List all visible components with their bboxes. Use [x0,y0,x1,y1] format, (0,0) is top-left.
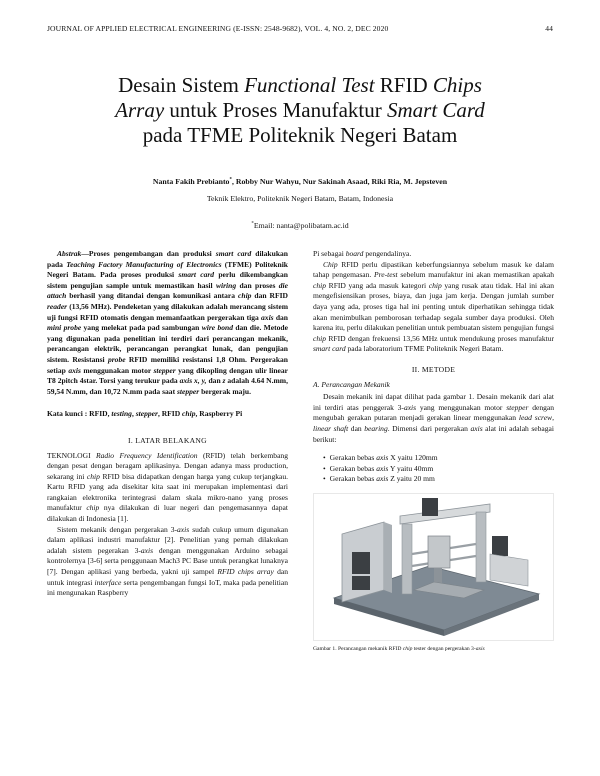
body-text: RFID perlu dipastikan keberfungsiannya sebelum masuk ke dalam tahap pengemasan. [313,259,554,280]
bullet-list [323,453,554,485]
abstract-label: Abstrak [57,249,82,258]
title-text: Array [115,98,165,122]
caption-text: chip [402,645,413,652]
caption-text: tester dengan pergerakan 3- [412,645,476,652]
body-text: axis [140,545,154,555]
body-text: chip [313,280,326,290]
body-text: Chip [323,259,338,269]
right-column [313,249,554,653]
list-text: Gerakan bebas [329,474,377,484]
body-text: yang menggunakan motor [416,402,507,412]
abstract-text: menggunakan motor [80,365,154,375]
body-text: board [345,249,364,258]
abstract-text: smart card [178,270,215,280]
list-text: axis [376,463,389,473]
affiliation: Teknik Elektro, Politeknik Negeri Batam, Batam, Indonesia [206,194,394,203]
abstract-text: axis [261,312,274,322]
paper-title [40,73,560,148]
subsection-heading: A. Perancangan Mekanik [313,379,390,389]
abstract-text: reader [47,301,68,311]
abstract-text: berhasil yang ditandai dengan komunikasi antara [66,291,239,301]
keyword-text: , Raspberry Pi [195,409,243,419]
abstract-text: z [222,376,226,386]
abstract-text: dan proses [236,280,279,290]
keyword-text: Kata kunci : RFID, [47,409,112,419]
paragraph [313,249,554,260]
abstract-text: (13,56 MHz). Pendeketan yang dilakukan adalah merancang sistem uji fungsi RFID otomatis dengan memanfaatkan pergerakan tiga [47,301,288,322]
title-text: RFID [374,73,433,97]
abstract-text: dan die. Metode yang digunakan pada penelitian ini terdiri dari perancangan mekanik, perancangan elektrik, perancangan perangkat lunak, dan pengujian sistem. Resistansi [47,323,288,364]
section-heading-latar-belakang: I. LATAR BELAKANG [128,435,207,445]
title-text: Smart Card [386,98,485,122]
abstract-text: axis [68,365,81,375]
list-text: Z yaitu 20 mm [388,474,435,484]
caption-text: axis [475,645,485,652]
keywords [47,409,288,420]
body-text: TEKNOLOGI [47,450,97,460]
abstract [47,249,288,397]
body-text: interface [94,577,122,587]
body-text: chip [86,503,100,513]
body-text: Pi sebagai [313,249,346,258]
keyword-text: chip [182,409,196,419]
abstract-text: perlu dikembangkan sistem pengujian sample untuk memastikan hasil [47,270,288,290]
body-text: yang rusak atau tidak. Hal ini akan mengefisiensikan proses, biaya, dan juga jam kerja. Dengan jumlah sumber daya yang ada, proses tiga hal ini penting untuk diperhatikan sehingga tidak akan menimbulkan pemborosan terhadap segala sumber daya produksi. Oleh karena itu, perlu dilakukan penelitian untuk pembuatan sistem pengujian fungsi [313,280,554,333]
cad-render-image [314,494,553,640]
body-text: axis [403,402,417,412]
abstract-text: chip [238,291,252,301]
author-names: , Robby Nur Wahyu, Nur Sakinah Asaad, Riki Ria, M. Jepsteven [231,177,448,186]
caption-text: Gambar 1. Perancangan mekanik RFID [313,645,403,652]
abstract-text: probe [107,354,126,364]
list-item [323,474,554,485]
title-text: Chips [432,73,482,97]
author-list [40,177,560,186]
list-text: axis [376,453,389,463]
abstract-text: die attach [47,280,288,301]
keyword-text: , RFID [157,409,183,419]
keyword-text: stepper [135,409,158,419]
author-name: Nanta Fakih Prebianto [152,177,230,186]
body-text: axis [470,423,483,433]
abstract-text: Teaching Factory Manufacturing of Electronics [66,259,222,269]
journal-title: JOURNAL OF APPLIED ELECTRICAL ENGINEERING (E-ISSN: 2548-9682), VOL. 4, NO. 2, DEC 2020 [47,24,389,33]
abstract-text: —Proses pengembangan dan produksi [81,249,216,258]
body-text: dan untuk integrasi [47,567,288,587]
title-text: untuk Proses Manufaktur [164,98,387,122]
body-text: Desain mekanik ini dapat dilihat pada gambar 1. Desain mekanik dari alat ini terdiri atas penggerak 3- [313,392,554,412]
body-text: . Dimensi dari pergerakan [387,423,471,433]
body-text: serta pengembangan fungsi IoT, maka pada penelitian ini mengunakan Raspberry [47,577,289,598]
left-column [47,249,288,599]
abstract-text: dilakukan pada [47,249,288,269]
body-text: RFID yang ada masuk kategori [326,280,429,290]
abstract-text: yang dikopling dengan ulir linear T8 2pitch 4star. Torsi yang terukur pada [47,365,288,386]
list-item [323,453,554,464]
body-text: smart card [313,344,346,354]
list-text: axis [376,474,389,484]
paragraph [47,451,288,525]
body-text: chip [428,280,442,290]
corresponding-mark: * [251,221,254,227]
body-text: sebelum manufaktur ini akan memastikan apakah [397,270,554,280]
abstract-text: dan [206,376,223,386]
abstract-text: dan RFID [251,291,288,301]
corresponding-mark: * [229,177,232,183]
body-text: stepper [506,402,529,412]
body-text: RFID dengan frekuensi 13,56 MHz untuk mendukung proses manufaktur [326,333,554,343]
body-text: dengan menggunakan Arduino sebagai kontrolernya [3-6] serta penggunaan Mach3 PC Base untuk perangkat lunaknya [7]. Dengan aplikasi yang berbeda, yakni uji sampel [47,545,288,577]
list-text: Gerakan bebas [329,453,377,463]
abstract-text: yang melekat pada pad sambungan [81,323,202,333]
email-address[interactable]: Email: nanta@polibatam.ac.id [253,221,349,230]
title-text: pada TFME Politeknik Negeri Batam [142,123,458,147]
figure-caption [313,645,554,653]
email-line [40,221,560,230]
body-text: Radio Frequency Identification [96,450,198,460]
abstract-text: wire bond [201,323,233,333]
body-text: pada laboratorium TFME Politeknik Negeri Batam. [345,344,504,354]
body-text: linear shaft [313,423,349,433]
body-text: sudah cukup umum digunakan dalam aplikasi industri manufaktur [2]. Penelitian yang pernah dilakukan adalah sistem pegerakan 3- [47,524,289,555]
body-text: RFID chips array [217,567,274,577]
body-text: Pre-test [374,270,398,280]
abstract-text: stepper [153,365,176,375]
list-text: Gerakan bebas [329,463,377,473]
body-text: bearing [364,423,388,433]
abstract-text: axis x, y, [179,376,207,386]
paragraph [313,392,554,445]
abstract-text: bergerak maju. [199,386,251,396]
section-heading-metode: II. METODE [411,364,456,374]
body-text: RFID bisa didapatkan dengan harga yang cukup terjangkau. Kartu RFID yang ada disekitar kita saat ini merupakan implementasi dari rangkaian elektronika terintegrasi dalam skala mikro-nano yang proses manufaktur [47,471,288,513]
abstract-text: stepper [176,386,200,396]
list-text: X yaitu 120mm [388,453,438,463]
paragraph [313,260,554,355]
title-text: Desain Sistem [118,73,245,97]
keyword-text: testing [111,409,132,419]
abstract-text: smart card [215,249,252,258]
body-text: , [552,413,554,423]
body-text: nya dilakukan di luar negeri dan pengemasannya dapat dilakukan di Indonesia [1]. [47,503,288,524]
body-text: chip [313,333,326,343]
running-header [47,24,553,33]
body-text: Sistem mekanik dengan pergerakan 3- [57,524,178,534]
list-text: Y yaitu 40mm [388,463,434,473]
keyword-text: , [131,409,136,419]
page-number: 44 [545,24,553,33]
abstract-text: RFID memiliki resistansi 1,8 Ohm. Pergerakan setiap [47,354,288,375]
list-item [323,464,554,475]
abstract-text: adalah 4.64 N.mm, 59,54 N.mm, dan 10,72 N.mm pada saat [47,376,288,396]
body-text: axis [177,524,190,534]
abstract-text: dan [273,312,288,322]
body-text: pengendalinya. [363,249,412,258]
title-text: Functional Test [244,73,375,97]
body-text: alat ini adalah sebagai berikut: [313,423,554,444]
abstract-text: wiring [215,280,237,290]
body-text: dan [348,423,365,433]
body-text: (RFID) telah berkembang dengan pesat dengan beragam aplikasinya. Dengan adanya mass production, sekarang ini [47,450,288,481]
abstract-text: mini probe [47,323,82,333]
figure-mechanical-design [313,493,554,641]
paragraph [47,525,288,599]
body-text: chip [86,471,100,481]
abstract-text: (TFME) Politeknik Negeri Batam. Pada proses produksi [47,259,289,280]
body-text: dengan mengubah gerakan putaran menjadi gerakan linear menggunakan [313,402,554,423]
body-text: lead screw [518,413,553,423]
